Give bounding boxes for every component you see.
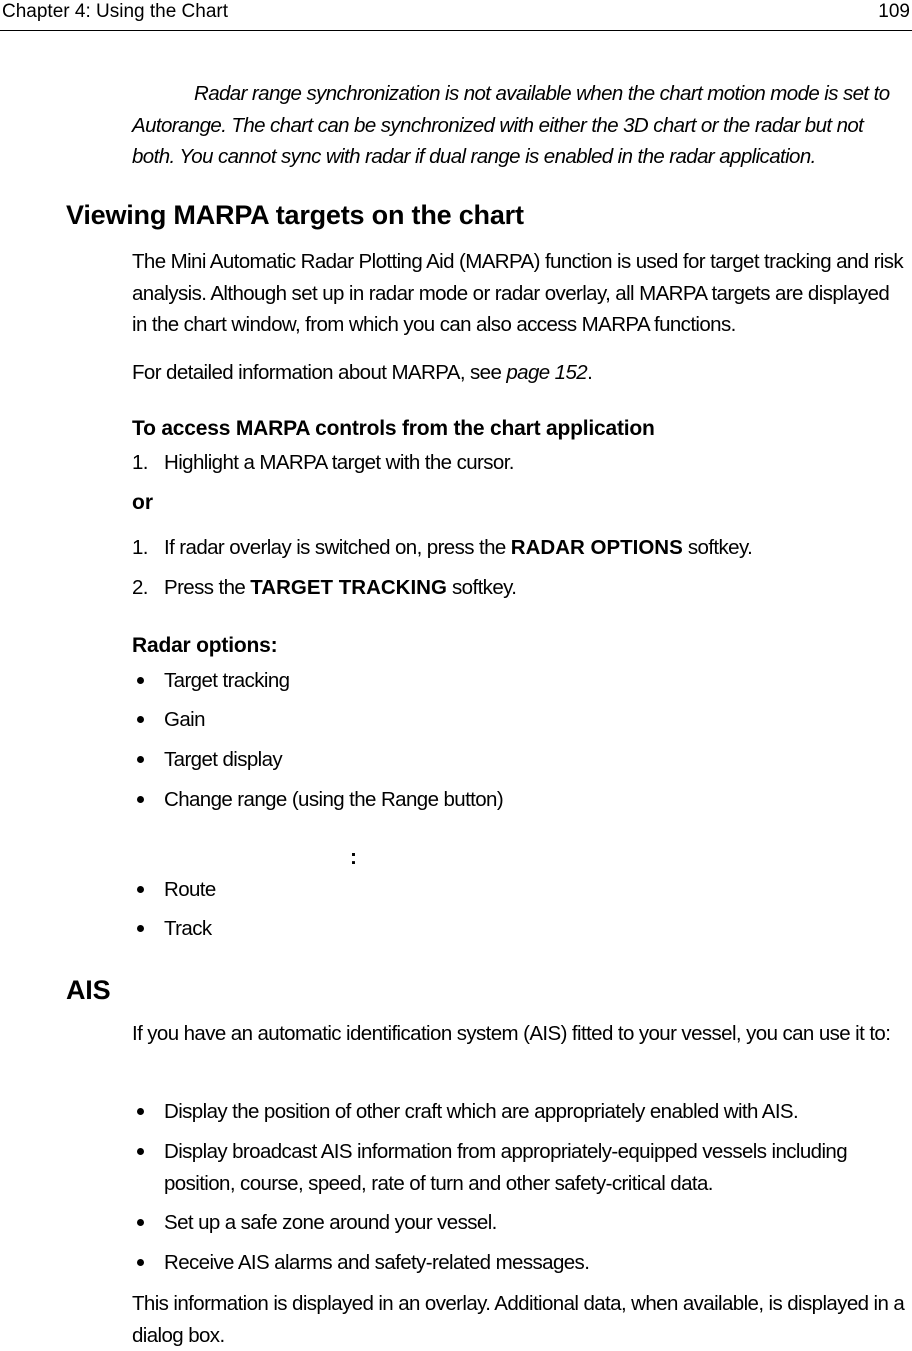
list-item: Target display	[164, 748, 283, 771]
marpa-detail	[132, 357, 907, 389]
step-2-prefix: Press the	[164, 576, 251, 599]
target-tracking-softkey: TARGET TRACKING	[250, 576, 447, 599]
step-a-number: 1.	[132, 451, 148, 474]
bullet-icon	[136, 715, 146, 725]
ais-heading: AIS	[66, 975, 111, 1005]
step-2-text	[164, 576, 516, 600]
list-item: Set up a safe zone around your vessel.	[164, 1211, 497, 1234]
procedure-heading: To access MARPA controls from the chart application	[132, 417, 655, 440]
step-1-prefix: If radar overlay is switched on, press the	[164, 536, 511, 559]
bullet-icon	[136, 1218, 146, 1228]
list-item: Target tracking	[164, 669, 290, 692]
bullet-icon	[136, 755, 146, 765]
ais-intro: If you have an automatic identification system (AIS) fitted to your vessel, you can use it to:	[132, 1022, 891, 1045]
marpa-intro: The Mini Automatic Radar Plotting Aid (MARPA) function is used for target tracking and risk analysis. Although set up in radar mode or radar overlay, all MARPA targets are displayed in the chart window, from which you can also access MARPA functions.	[132, 250, 904, 336]
step-2-number: 2.	[132, 576, 148, 599]
step-1-number: 1.	[132, 536, 148, 559]
radar-options-softkey: RADAR OPTIONS	[510, 536, 683, 559]
sync-note: Radar range synchronization is not available when the chart motion mode is set to Autorange. The chart can be synchronized with either the 3D chart or the radar but not both. You cannot sync with radar if dual range is enabled in the radar application.	[132, 82, 890, 168]
chapter-title: Chapter 4: Using the Chart	[2, 1, 229, 22]
list-item: Display the position of other craft which are appropriately enabled with AIS.	[164, 1100, 799, 1123]
list-item: Track	[164, 917, 212, 940]
radar-options-heading: Radar options:	[132, 634, 278, 657]
page-number: 109	[878, 1, 910, 22]
list-item: Change range (using the Range button)	[164, 788, 504, 811]
step-1-suffix: softkey.	[682, 536, 753, 559]
step-2-suffix: softkey.	[446, 576, 517, 599]
bullet-icon	[136, 1147, 146, 1157]
or-label: or	[132, 491, 153, 514]
bullet-icon	[136, 885, 146, 895]
list-item: Receive AIS alarms and safety-related messages.	[164, 1251, 590, 1274]
ais-closing: This information is displayed in an overlay. Additional data, when available, is displayed in a dialog box.	[132, 1292, 905, 1347]
list-item: Route	[164, 878, 216, 901]
list-item: Display broadcast AIS information from appropriately-equipped vessels including position, course, speed, rate of turn and other safety-critical data.	[164, 1140, 848, 1195]
step-1-text	[164, 536, 752, 560]
bullet-icon	[136, 676, 146, 686]
second-list-heading: :	[350, 846, 357, 869]
bullet-icon	[136, 924, 146, 934]
list-item: Gain	[164, 708, 205, 731]
bullet-icon	[136, 1258, 146, 1268]
bullet-icon	[136, 1107, 146, 1117]
step-a-text: Highlight a MARPA target with the cursor.	[164, 451, 514, 474]
page-header	[0, 0, 912, 31]
page-link[interactable]: page 152	[506, 361, 588, 384]
detail-suffix: .	[587, 361, 593, 384]
bullet-icon	[136, 795, 146, 805]
marpa-heading: Viewing MARPA targets on the chart	[66, 200, 524, 230]
detail-prefix: For detailed information about MARPA, see	[132, 361, 507, 384]
